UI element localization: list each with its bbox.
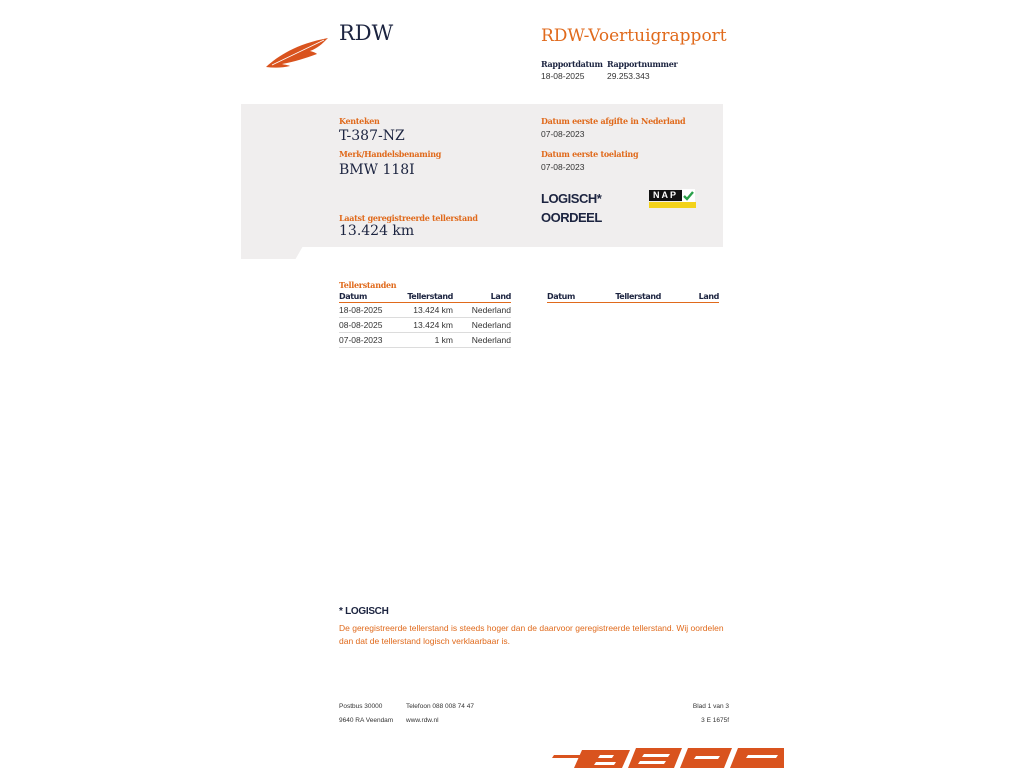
report-date-label: Rapportdatum [541, 59, 603, 69]
footer-website[interactable]: www.rdw.nl [406, 717, 439, 724]
verdict-line1: LOGISCH* [541, 191, 602, 206]
report-date: 18-08-2025 [541, 71, 585, 81]
col-date-header: Datum [339, 292, 407, 303]
footer-document-code: 3 E 1675f [701, 717, 729, 724]
odometer-value: 13.424 km [339, 223, 415, 239]
row-date: 08-08-2025 [339, 318, 407, 333]
footnote-title: * LOGISCH [339, 606, 389, 617]
report-title: RDW-Voertuigrapport [541, 26, 727, 46]
row-odometer: 1 km [407, 333, 453, 348]
report-number-label: Rapportnummer [607, 59, 678, 69]
col-odometer-header: Tellerstand [407, 292, 453, 301]
make-label: Merk/Handelsbenaming [339, 149, 442, 159]
nap-logo [648, 189, 696, 208]
first-nl-label: Datum eerste afgifte in Nederland [541, 116, 686, 126]
brand-name: RDW [339, 21, 394, 45]
panel-tab-decoration [241, 246, 303, 259]
rdw-feather-logo [264, 34, 332, 70]
row-date: 07-08-2023 [339, 333, 407, 348]
footnote-text: De geregistreerde tellerstand is steeds hoger dan de daarvoor geregistreerde tellerstand. Wij oordelen dan dat de tellerstand logisch verklaarbaar is. [339, 623, 724, 646]
readings-table [339, 292, 511, 348]
first-nl-value: 07-08-2023 [541, 129, 585, 139]
plate-value: T-387-NZ [339, 128, 405, 144]
row-country: Nederland [453, 318, 511, 333]
row-date: 18-08-2025 [339, 303, 407, 318]
checkmark-icon [682, 189, 695, 202]
rdw-stripes-decoration [552, 745, 784, 768]
report-number: 29.253.343 [607, 71, 650, 81]
make-value: BMW 118I [339, 162, 415, 178]
col-country-header: Land [453, 292, 511, 303]
row-country: Nederland [453, 333, 511, 348]
col-odometer-header: Tellerstand [615, 292, 661, 301]
footer-address-2: 9640 RA Veendam [339, 717, 394, 724]
plate-label: Kenteken [339, 116, 380, 126]
table-row [339, 333, 511, 348]
footer-phone: Telefoon 088 008 74 47 [406, 703, 474, 710]
first-admission-value: 07-08-2023 [541, 162, 585, 172]
footer-page-number: Blad 1 van 3 [692, 703, 729, 710]
row-odometer: 13.424 km [407, 318, 453, 333]
readings-title: Tellerstanden [339, 280, 397, 290]
table-row [339, 303, 511, 318]
row-odometer: 13.424 km [407, 303, 453, 318]
verdict-line2: OORDEEL [541, 210, 602, 225]
odometer-label: Laatst geregistreerde tellerstand [339, 213, 478, 223]
row-country: Nederland [453, 303, 511, 318]
table-row [339, 318, 511, 333]
col-date-header: Datum [547, 292, 615, 303]
col-country-header: Land [661, 292, 719, 303]
footer-address-1: Postbus 30000 [339, 703, 383, 710]
nap-text: NAP [649, 190, 682, 201]
readings-table-right [547, 292, 719, 303]
first-admission-label: Datum eerste toelating [541, 149, 639, 159]
